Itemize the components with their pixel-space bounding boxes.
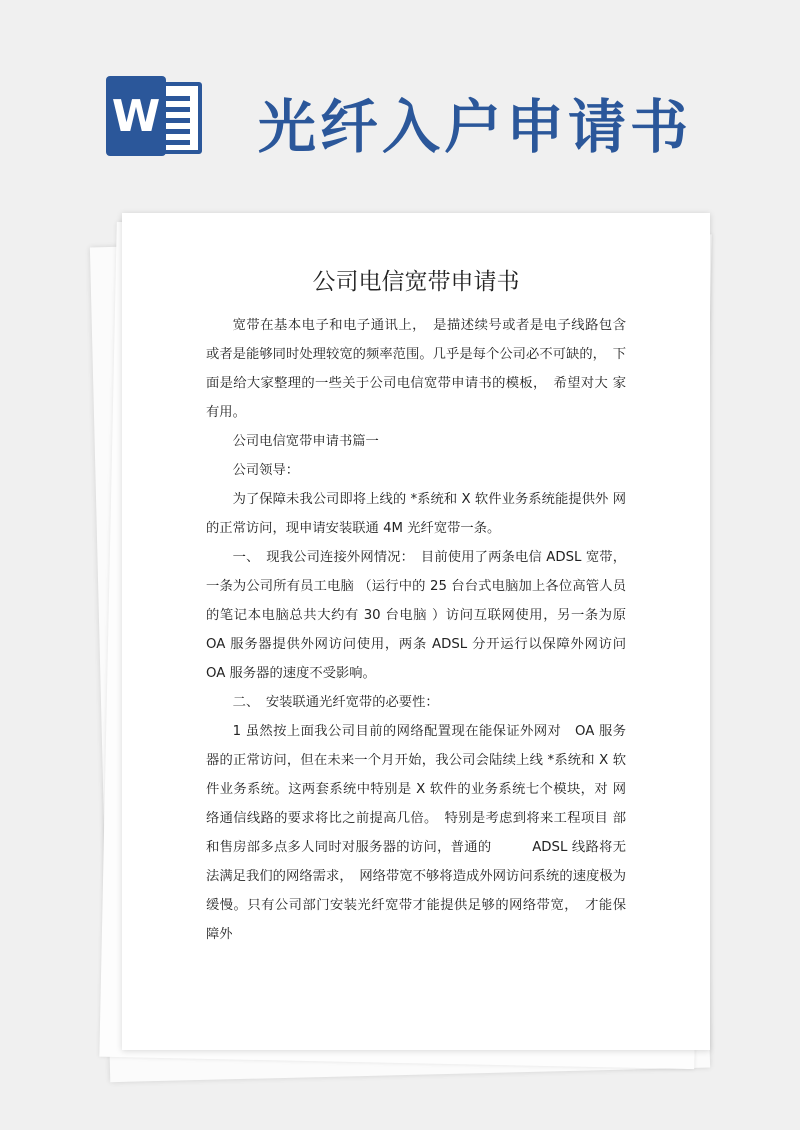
paragraph-section-heading: 公司电信宽带申请书篇一 xyxy=(232,434,379,449)
paragraph-intro: 宽带在基本电子和电子通讯上， 是描述续号或者是电子线路包含 或者是能够同时处理较宽的频率范围。几乎是每个公司必不可缺的， 下面是给大家整理的一些关于公司电信宽带申请书的模板， 希望对大 家有用。 xyxy=(206,318,626,420)
document-page xyxy=(122,213,710,1050)
word-logo-icon xyxy=(100,76,212,156)
banner-header xyxy=(0,0,800,190)
paragraph-necessity-heading: 二、 安装联通光纤宽带的必要性： xyxy=(232,695,439,710)
document-body xyxy=(206,311,626,949)
paragraph-purpose: 为了保障未我公司即将上线的 *系统和 X 软件业务系统能提供外 网的正常访问，现申请安装联通 4M 光纤宽带一条。 xyxy=(206,492,626,536)
document-title: 公司电信宽带申请书 xyxy=(312,269,520,295)
paragraph-necessity-detail: 1 虽然按上面我公司目前的网络配置现在能保证外网对 OA 服务器的正常访问，但在未来一个月开始，我公司会陆续上线 *系统和 X 软件业务系统。这两套系统中特别是 X 软件的业务系统七个模块，对 网络通信线路的要求将比之前提高几倍。 特别是考虑到将来工程项目 部和售房部多点多人同时对服务器的访问，普通的 ADSL 线路将无法满足我们的网络需求， 网络带宽不够将造成外网访问系统的速度极为 缓慢。只有公司部门安装光纤宽带才能提供足够的网络带宽， 才能保 障外 xyxy=(206,724,626,942)
paragraph-salutation: 公司领导： xyxy=(232,463,300,478)
word-logo-letter: W xyxy=(106,76,166,156)
banner-title: 光纤入户申请书 xyxy=(258,93,693,161)
paragraph-current-situation: 一、 现我公司连接外网情况： 目前使用了两条电信 ADSL 宽带，一条为公司所有员工电脑 （运行中的 25 台台式电脑加上各位高管人员的笔记本电脑总共大约有 30 台电脑 ）访问互联网使用，另一条为原 OA 服务器提供外网访问使用，两条 ADSL 分开运行以保障外网访问 OA 服务器的速度不受影响。 xyxy=(206,550,626,681)
